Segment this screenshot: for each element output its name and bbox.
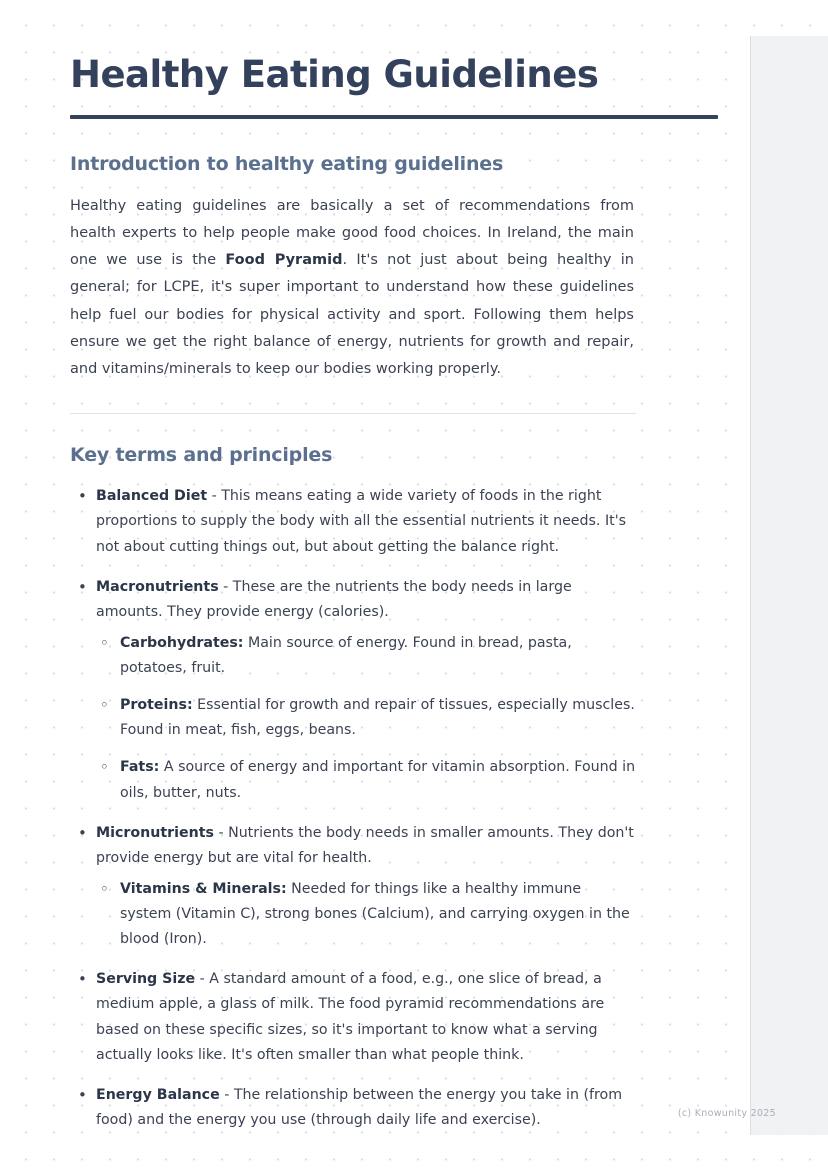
term-label: Balanced Diet	[96, 488, 208, 505]
section-heading-key-terms: Key terms and principles	[70, 444, 333, 467]
document-content	[70, 54, 636, 1148]
sub-list	[96, 877, 636, 952]
list-item	[70, 1083, 636, 1133]
term-description: A source of energy and important for vitamin absorption. Found in oils, butter, nuts.	[120, 759, 636, 801]
term-label: Energy Balance	[96, 1086, 220, 1103]
list-item	[70, 967, 636, 1068]
list-item	[96, 631, 636, 681]
section-heading-introduction: Introduction to healthy eating guidelines	[70, 152, 504, 175]
list-item	[96, 693, 636, 743]
term-description: - A standard amount of a food, e.g., one slice of bread, a medium apple, a glass of milk. The food pyramid recommendations are based on these specific sizes, so it's important to know what a serving actually looks like. It's often smaller than what people think.	[96, 971, 605, 1063]
term-label: Fats:	[120, 759, 160, 776]
term-description: - Nutrients the body needs in smaller amounts. They don't provide energy but are vital for health.	[96, 824, 634, 866]
page-margin-strip	[750, 36, 828, 1135]
introduction-paragraph	[70, 193, 634, 384]
term-label: Vitamins & Minerals:	[120, 880, 287, 897]
list-item	[70, 821, 636, 953]
intro-bold-term: Food Pyramid	[225, 252, 343, 269]
list-item	[70, 484, 636, 559]
term-label: Carbohydrates:	[120, 634, 244, 651]
term-label: Serving Size	[96, 971, 196, 988]
term-description: - These are the nutrients the body needs in large amounts. They provide energy (calories).	[96, 578, 572, 620]
intro-text-part-2: . It's not just about being healthy in general; for LCPE, it's super important to understand how these guidelines help fuel our bodies for physical activity and sport. Following them helps ensure we get the right balance of energy, nutrients for growth and repair, and vitamins/minerals to keep our bodies working properly.	[70, 252, 634, 378]
intro-text-part-1: Healthy eating guidelines are basically a set of recommendations from health experts to help people make good food choices. In Ireland, the main one we use is the	[70, 197, 634, 269]
section-divider	[70, 413, 636, 414]
term-label: Proteins:	[120, 697, 193, 714]
term-label: Macronutrients	[96, 578, 219, 595]
page-title: Healthy Eating Guidelines	[70, 53, 599, 96]
copyright-watermark: (c) Knowunity 2025	[677, 1108, 776, 1119]
term-description: Needed for things like a healthy immune system (Vitamin C), strong bones (Calcium), and carrying oxygen in the blood (Iron).	[120, 880, 630, 948]
term-label: Micronutrients	[96, 824, 214, 841]
title-underline-rule	[70, 115, 718, 119]
key-terms-list	[70, 484, 636, 1133]
sub-list	[96, 631, 636, 806]
term-description: Essential for growth and repair of tissues, especially muscles. Found in meat, fish, eggs, beans.	[120, 697, 635, 739]
list-item	[96, 755, 636, 805]
list-item	[96, 877, 636, 952]
term-description: Main source of energy. Found in bread, pasta, potatoes, fruit.	[120, 634, 572, 677]
term-description: - The relationship between the energy you take in (from food) and the energy you use (through daily life and exercise).	[96, 1086, 623, 1128]
list-item	[70, 575, 636, 806]
term-description: - This means eating a wide variety of foods in the right proportions to supply the body with all the essential nutrients it needs. It's not about cutting things out, but about getting the balance right.	[96, 488, 626, 555]
